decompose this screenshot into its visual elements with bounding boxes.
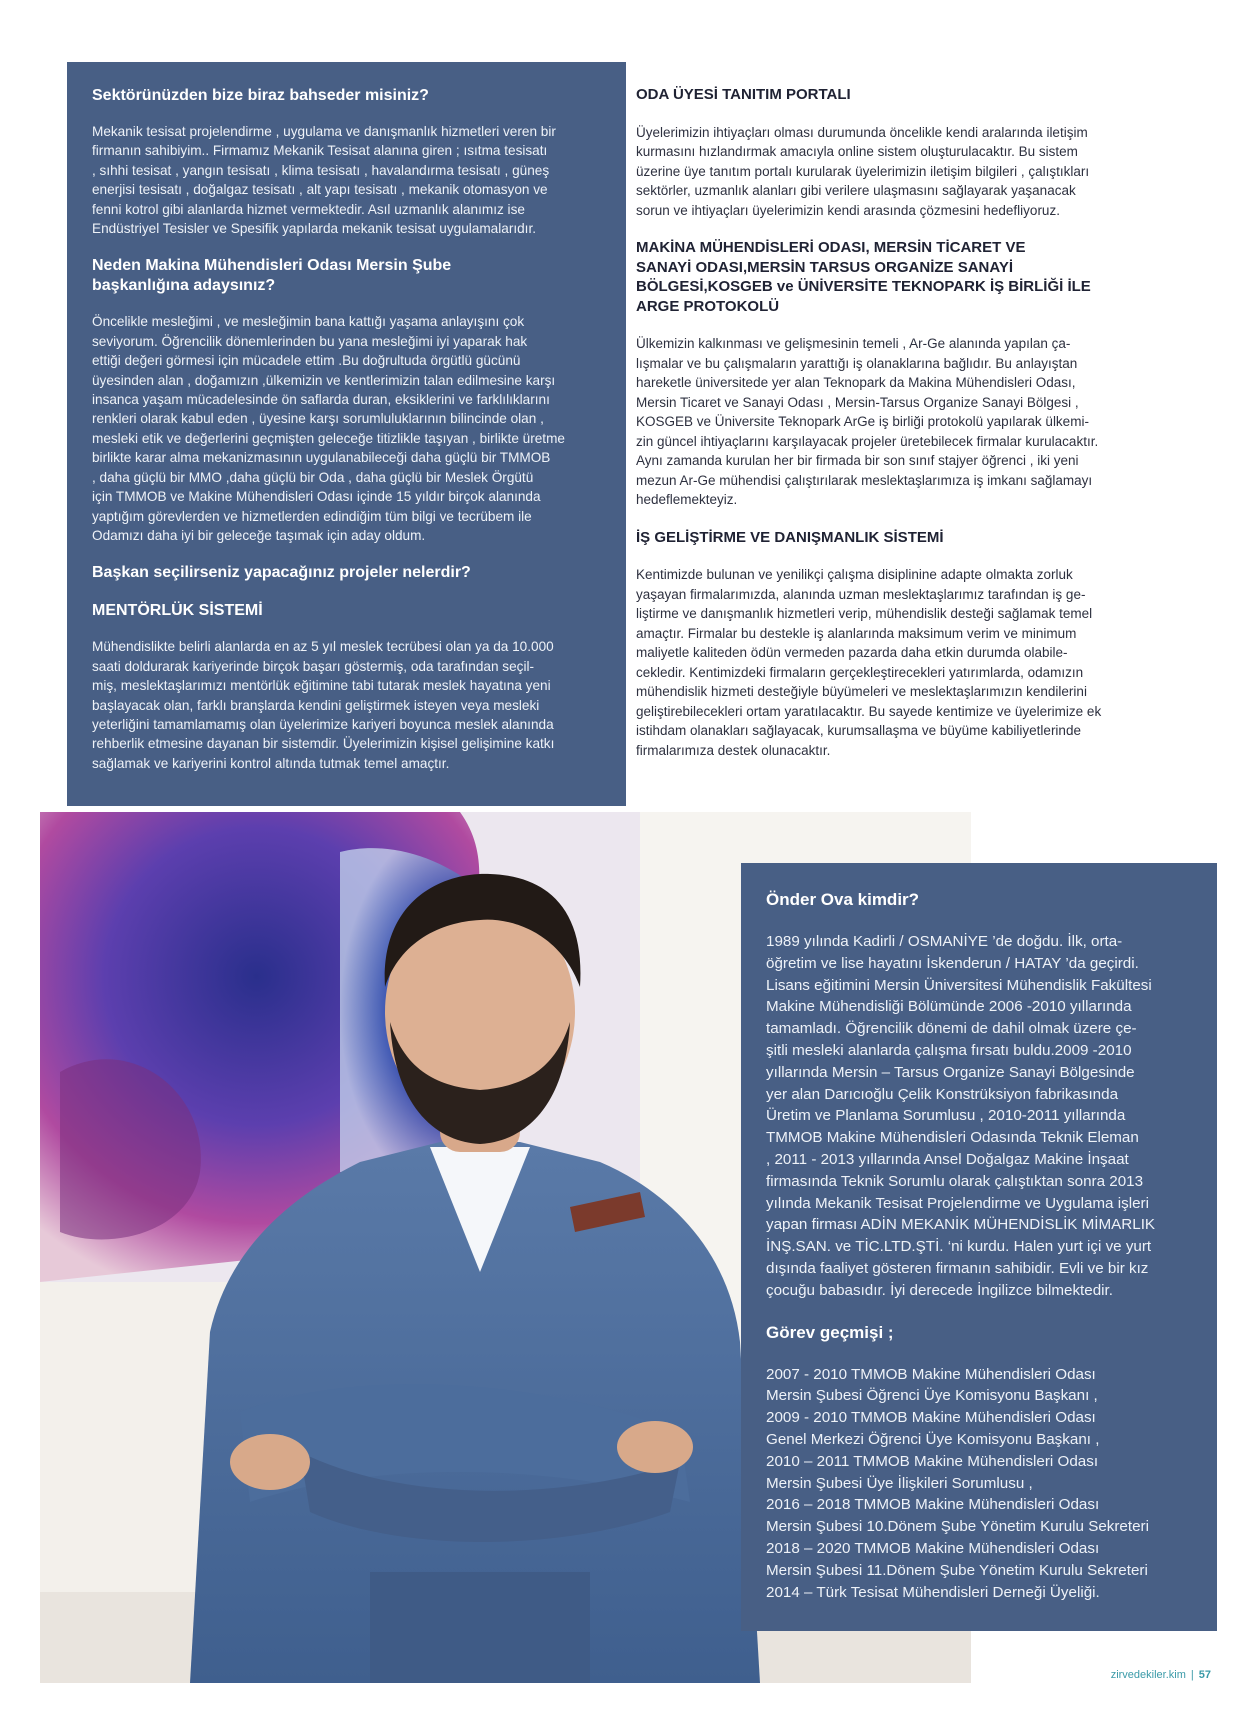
mentor-text: Mühendislikte belirli alanlarda en az 5 yıl meslek tecrübesi olan ya da 10.000 saati doldurarak kariyerinde birçok başarı göstermiş, oda tarafından seçil- miş, meslektaşlarımızı mentörlük eğitimine tabi tutarak meslek hayatına yeni başlayacak olan, farklı branşlarda kendini geliştirmek isteyen veya mesleki yeterliğini tamamlamamış olan üyelerimize kariyeri boyunca meslek alanında rehberlik etmesine dayanan bir sistemdir. Üyelerimizin kişisel gelişimine katkı sağlamak ve kariyerini kontrol altında tutmak temel amaçtır.: [92, 639, 555, 771]
portal-heading: ODA ÜYESİ TANITIM PORTALI: [636, 86, 851, 103]
question-projects: Başkan seçilirseniz yapacağınız projeler nelerdir?: [92, 564, 471, 582]
projects-column: [636, 85, 1156, 760]
bio-panel: [741, 863, 1217, 1631]
duty-text: 2007 - 2010 TMMOB Makine Mühendisleri Odası Mersin Şubesi Öğrenci Üye Komisyonu Başkanı , 2009 - 2010 TMMOB Makine Mühendisleri Odası Genel Merkezi Öğrenci Üye Komisyonu Başkanı , 2010 – 2011 TMMOB Makine Mühendisleri Odası Mersin Şubesi Üye İlişkileri Sorumlusu , 2016 – 2018 TMMOB Makine Mühendisleri Odası Mersin Şubesi 10.Dönem Şube Yönetim Kurulu Sekreteri 2018 – 2020 TMMOB Makine Mühendisleri Odası Mersin Şubesi 11.Dönem Şube Yönetim Kurulu Sekreteri 2014 – Türk Tesisat Mühendisleri Derneği Üyeliği.: [766, 1365, 1149, 1601]
business-dev-heading: İŞ GELİŞTİRME VE DANIŞMANLIK SİSTEMİ: [636, 528, 944, 546]
protocol-text: Ülkemizin kalkınması ve gelişmesinin temeli , Ar-Ge alanında yapılan ça- lışmalar ve bu çalışmaların yarattığı iş olanaklarına bağlıdır. Bu anlayıştan hareketle üniversitede yer alan Teknopark da Makina Mühendisleri Odası, Mersin Ticaret ve Sanayi Odası , Mersin-Tarsus Organize Sanayi Bölgesi , KOSGEB ve Üniversite Teknopark ArGe iş birliği protokolü yapılarak ülkemi- zin güncel ihtiyaçlarını karşılayacak projeler üretebilecek firmalar kurulacaktır. Aynı zamanda kurulan her bir firmada bir son sınıf stajyer öğrenci , iki yeni mezun Ar-Ge mühendisi çalıştırılarak meslektaşlarımıza iş imkanı sağlamayı hedeflemekteyiz.: [636, 336, 1099, 507]
answer-candidacy: Öncelikle mesleğimi , ve mesleğimin bana kattığı yaşama anlayışını çok seviyorum. Öğrencilik dönemlerinden bu yana mesleğimi iyi yaparak hak ettiği değeri görmesi için mücadele ettim .Bu doğrultuda örgütlü gücünü üyesinden alan , doğamızın ,ülkemizin ve kentlerimizin talan edilmesine karşı insanca yaşam mücadelesinde ön saflarda duran, eksiklerini ve farklılıklarını renkleri olarak kabul eden , üyesine karşı sorumluluklarının bilincinde olan , mesleki etik ve değerlerini geçmişten geleceğe titizlikle taşıyan , birlikte üretme birlikte karar alma mekanizmasının uygulanabileceği daha güçlü bir TMMOB , daha güçlü bir MMO ,daha güçlü bir Oda , daha güçlü bir Meslek Örgütü için TMMOB ve Makine Mühendisleri Odası içinde 15 yıldır birçok alanında yaptığım görevlerden ve hizmetlerden edindiğim tüm bilgi ve tecrübem ile Odamızı daha iyi bir geleceğe taşımak için aday oldum.: [92, 314, 565, 543]
bio-text: 1989 yılında Kadirli / OSMANİYE ’de doğdu. İlk, orta- öğretim ve lise hayatını İskenderun / HATAY ’da geçirdi. Lisans eğitimini Mersin Üniversitesi Mühendislik Fakültesi Makine Mühendisliği Bölümünde 2006 -2010 yıllarında tamamladı. Öğrencilik dönemi de dahil olmak üzere çe- şitli mesleki alanlarda çalışma fırsatı buldu.2009 -2010 yıllarında Mersin – Tarsus Organize Sanayi Bölgesinde yer alan Darıcıoğlu Çelik Konstrüksiyon fabrikasında Üretim ve Planlama Sorumlusu , 2010-2011 yıllarında TMMOB Makine Mühendisleri Odasında Teknik Eleman , 2011 - 2013 yıllarında Ansel Doğalgaz Makine İnşaat firmasında Teknik Sorumlu olarak çalıştıktan sonra 2013 yılında Mekanik Tesisat Projelendirme ve Uygulama işleri yapan firması ADİN MEKANİK MÜHENDİSLİK MİMARLIK İNŞ.SAN. ve TİC.LTD.ŞTİ. ‘ni kurdu. Halen yurt içi ve yurt dışında faaliyet gösteren firmanın sahibidir. Evli ve bir kız çocuğu babasıdır. İyi derecede İngilizce bilmektedir.: [766, 933, 1156, 1299]
interview-panel: [67, 62, 626, 806]
duty-heading: Görev geçmişi ;: [766, 1322, 894, 1342]
question-sector: Sektörünüzden bize biraz bahseder misiniz?: [92, 87, 429, 104]
protocol-heading: MAKİNA MÜHENDİSLERİ ODASI, MERSİN TİCARET VE SANAYİ ODASI,MERSİN TARSUS ORGANİZE SANAYİ BÖLGESİ,KOSGEB ve ÜNİVERSİTE TEKNOPARK İŞ BİRLİĞİ İLE ARGE PROTOKOLÜ: [636, 239, 1091, 315]
footer-separator: |: [1190, 1669, 1194, 1681]
page-number: 57: [1198, 1669, 1211, 1681]
footer-site: zirvedekiler.kim: [1110, 1669, 1186, 1681]
question-candidacy: Neden Makina Mühendisleri Odası Mersin Şube başkanlığına adaysınız?: [92, 257, 452, 295]
business-dev-text: Kentimizde bulunan ve yenilikçi çalışma disiplinine adapte olmakta zorluk yaşayan firmalarımızda, alanında uzman meslektaşlarımız tarafından iş ge- liştirme ve danışmanlık hizmetleri verip, mühendislik desteği sağlamak temel amaçtır. Firmalar bu destekle iş alanlarında maksimum verim ve minimum maliyetle kaliteden ödün vermeden pazarda daha etkin durumda olabile- cekledir. Kentimizdeki firmaların gerçekleştirecekleri yatırımlarda, odamızın mühendislik hizmeti desteğiyle büyümeleri ve meslektaşlarımızın kendilerini geliştirebilecekleri ortam yaratılacaktır. Bu sayede kentimize ve üyelerimize ek istihdam olanakları sağlayacak, kurumsallaşma ve büyüme kabiliyetlerinde firmalarımıza destek olunacaktır.: [636, 567, 1102, 758]
mentor-heading: MENTÖRLÜK SİSTEMİ: [92, 602, 263, 620]
page-footer: [1111, 1669, 1211, 1681]
portal-text: Üyelerimizin ihtiyaçları olması durumunda öncelikle kendi aralarında iletişim kurmasını hızlandırmak amacıyla online sistem oluşturulacaktır. Bu sistem üzerine üye tanıtım portalı kurularak üyelerimizin iletişim bilgileri , çalıştıkları sektörler, uzmanlık alanları gibi verilere ulaşmasını sağlayarak yaşanacak sorun ve ihtiyaçları üyelerimizin kendi arasında çözmesini hedefliyoruz.: [636, 124, 1090, 218]
answer-sector: Mekanik tesisat projelendirme , uygulama ve danışmanlık hizmetleri veren bir firmanın sahibiyim.. Firmamız Mekanik Tesisat alanına giren ; ısıtma tesisatı , sıhhi tesisat , yangın tesisatı , klima tesisatı , havalandırma tesisatı , güneş enerjisi tesisatı , doğalgaz tesisatı , alt yapı tesisatı , mekanik otomasyon ve fenni kotrol gibi alanlarda hizmet vermektedir. Asıl uzmanlık alanımız ise Endüstriyel Tesisler ve Spesifik yapılarda mekanik tesisat uygulamalarıdır.: [92, 124, 556, 237]
bio-heading: Önder Ova kimdir?: [766, 890, 920, 909]
